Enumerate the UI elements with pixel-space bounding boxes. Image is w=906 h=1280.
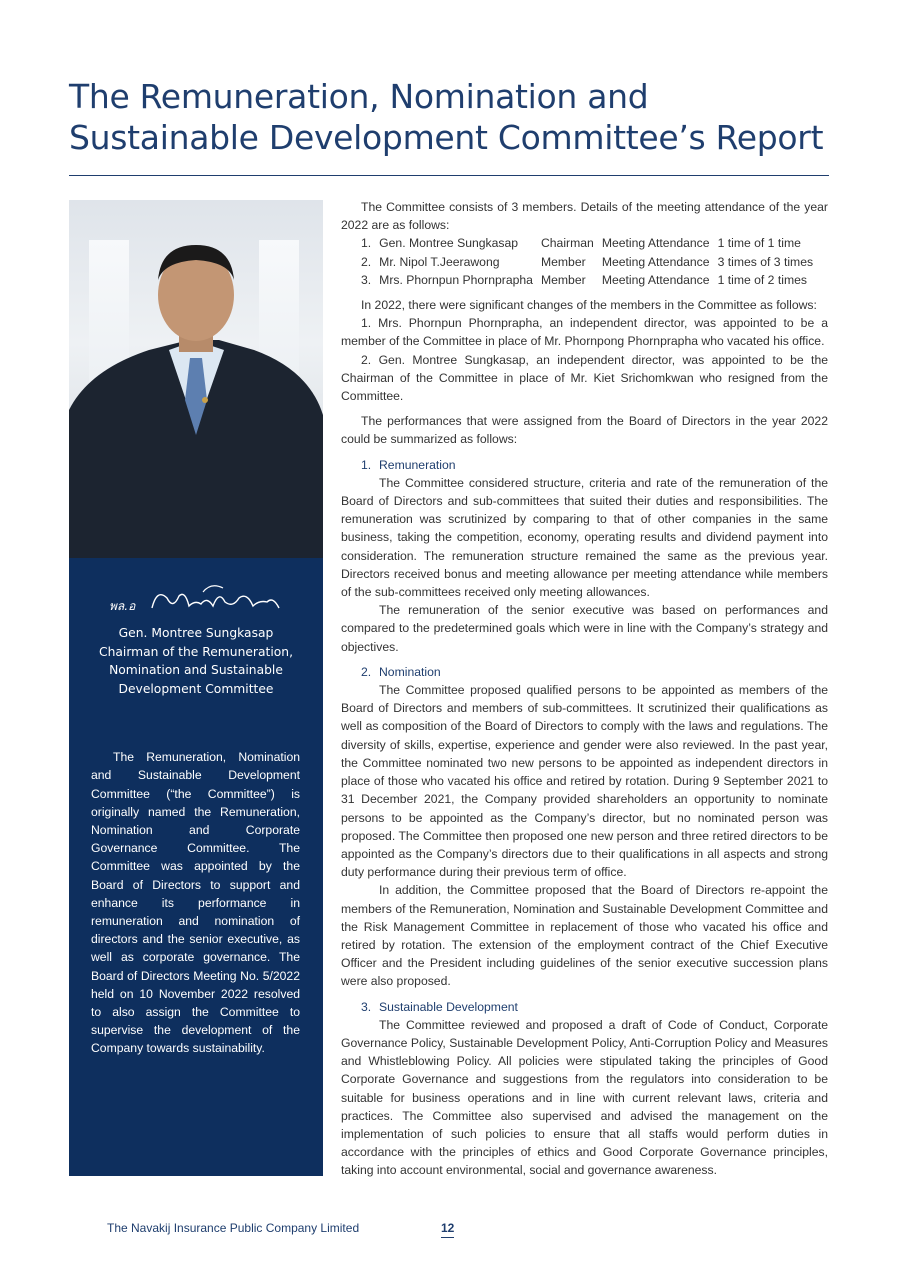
member-role: Chairman [540,236,594,251]
member-number: 3. [361,272,372,287]
section-number: 3. [361,999,372,1014]
member-name: Gen. Montree Sungkasap [379,236,519,251]
member-name: Mrs. Phornpun Phornprapha [379,272,533,287]
chairman-caption [79,624,313,698]
chairman-signature [107,578,287,628]
section-number: 2. [361,664,372,679]
chairman-title-line-3: Development Committee [118,681,274,696]
table-row [361,253,821,271]
changes-intro: In 2022, there were significant changes of the members in the Committee as follows: [361,298,817,313]
portrait-figure [69,200,323,558]
table-row [361,271,821,289]
members-intro: The Committee consists of 3 members. Details of the meeting attendance of the year 2022 are as follows: [341,200,828,233]
chairman-title-line-1: Chairman of the Remuneration, [99,644,293,659]
attendance-label: Meeting Attendance [601,272,710,287]
paragraph: The Committee considered structure, criteria and rate of the remuneration of the Board of Directors and sub-committees that suited their duties and responsibilities. The remuneration was scrutinized by comparing to that of other companies in the same business, taking the competition, economy, operating results and dividend payment into consideration. The remuneration structure remained the same as the previous year. Directors received bonus and meeting allowance per meeting attendance while members of the sub-committees received only meeting allowances. [341,475,828,600]
section-heading-remuneration [361,456,828,474]
section-number: 1. [361,457,372,472]
page-title [69,76,849,158]
paragraph: The Committee proposed qualified persons to be appointed as members of the Board of Directors and members of sub-committees. It scrutinized their qualifications as well as composition of the Board of Directors to comply with the laws and regulations. The diversity of skills, expertise, experience and gender were also reviewed. In the past year, the Committee nominated two new persons to be appointed as independent directors in place of those who vacated his office and retired by rotation. During 9 September 2021 to 31 December 2021, the Company provided shareholders an opportunity to nominate persons to be appointed as the Company’s director, but no nominated person was proposed. The Committee then proposed one new person and three retired directors to be appointed as the Company’s directors due to their qualifications in all aspects and strong duty performance during their previous term of office. [341,683,828,880]
section-title: Sustainable Development [379,999,518,1014]
paragraph: The Committee reviewed and proposed a draft of Code of Conduct, Corporate Governance Policy, Sustainable Development Policy, Anti-Corruption Policy and Measures and Whistleblowing Policy. All policies were stipulated taking the principles of Good Corporate Governance and suggestions from the regulators into consideration to be suitable for business operations and in line with current relevant laws, criteria and practices. The Committee also supervised and advised the management on the implementation of such policies to ensure that all staffs would perform duties in accordance with the principles of ethics and Good Corporate Governance principles, taking into account environmental, social and governance awareness. [341,1017,828,1178]
svg-text:พล.อ: พล.อ [109,599,136,613]
members-table [361,234,821,289]
member-number: 1. [361,236,372,251]
chairman-name: Gen. Montree Sungkasap [118,626,274,640]
section-heading-sustainable-development [361,998,828,1016]
chairman-sidebar [69,558,323,1176]
member-name: Mr. Nipol T.Jeerawong [379,254,500,269]
chairman-title-line-2: Nomination and Sustainable [109,663,283,677]
table-row [361,234,821,252]
attendance-label: Meeting Attendance [601,236,710,251]
member-number: 2. [361,254,372,269]
paragraph: In addition, the Committee proposed that the Board of Directors re-appoint the members of the Remuneration, Nomination and Sustainable Development Committee and the Risk Management Committee in replacement of those who vacated his office and retired by rotation. The extension of the employment contract of the Chief Executive Officer and the President including guidelines of the senior executive succession plans were also proposed. [341,883,828,989]
page-title-line-2: Sustainable Development Committee’s Report [69,118,824,157]
committee-intro: The Remuneration, Nomination and Sustainable Development Committee (“the Committee”) is originally named the Remuneration, Nomination and Corporate Governance Committee. The Committee was appointed by the Board of Directors to support and enhance its performance in remuneration and nomination of directors and the senior executive, as well as corporate governance. The Board of Directors Meeting No. 5/2022 held on 10 November 2022 resolved to also assign the Committee to supervise the development of the Company towards sustainability. [91,750,300,1056]
member-role: Member [540,254,586,269]
section-title: Nomination [379,664,441,679]
chairman-portrait [69,200,323,558]
performance-intro: The performances that were assigned from the Board of Directors in the year 2022 could be summarized as follows: [341,414,828,447]
attendance-value: 1 time of 2 times [717,272,807,287]
page-title-line-1: The Remuneration, Nomination and [69,77,649,116]
title-divider [69,175,829,176]
paragraph: The remuneration of the senior executive was based on performances and compared to the predetermined goals which were in line with the Company’s strategy and objectives. [341,603,828,654]
section-heading-nomination [361,663,828,681]
page-number: 12 [441,1221,454,1238]
attendance-value: 3 times of 3 times [717,254,814,269]
section-title: Remuneration [379,457,456,472]
attendance-value: 1 time of 1 time [717,236,801,251]
change-item: 1. Mrs. Phornpun Phornprapha, an independent director, was appointed to be a member of the Committee in place of Mr. Phornpong Phornprapha who vacated his office. [341,316,828,349]
member-role: Member [540,272,586,287]
footer-company: The Navakij Insurance Public Company Limited [107,1221,360,1235]
change-item: 2. Gen. Montree Sungkasap, an independent director, was appointed to be the Chairman of the Committee in place of Mr. Kiet Srichomkwan who resigned from the Committee. [341,352,828,404]
attendance-label: Meeting Attendance [601,254,710,269]
report-body [341,198,828,1180]
